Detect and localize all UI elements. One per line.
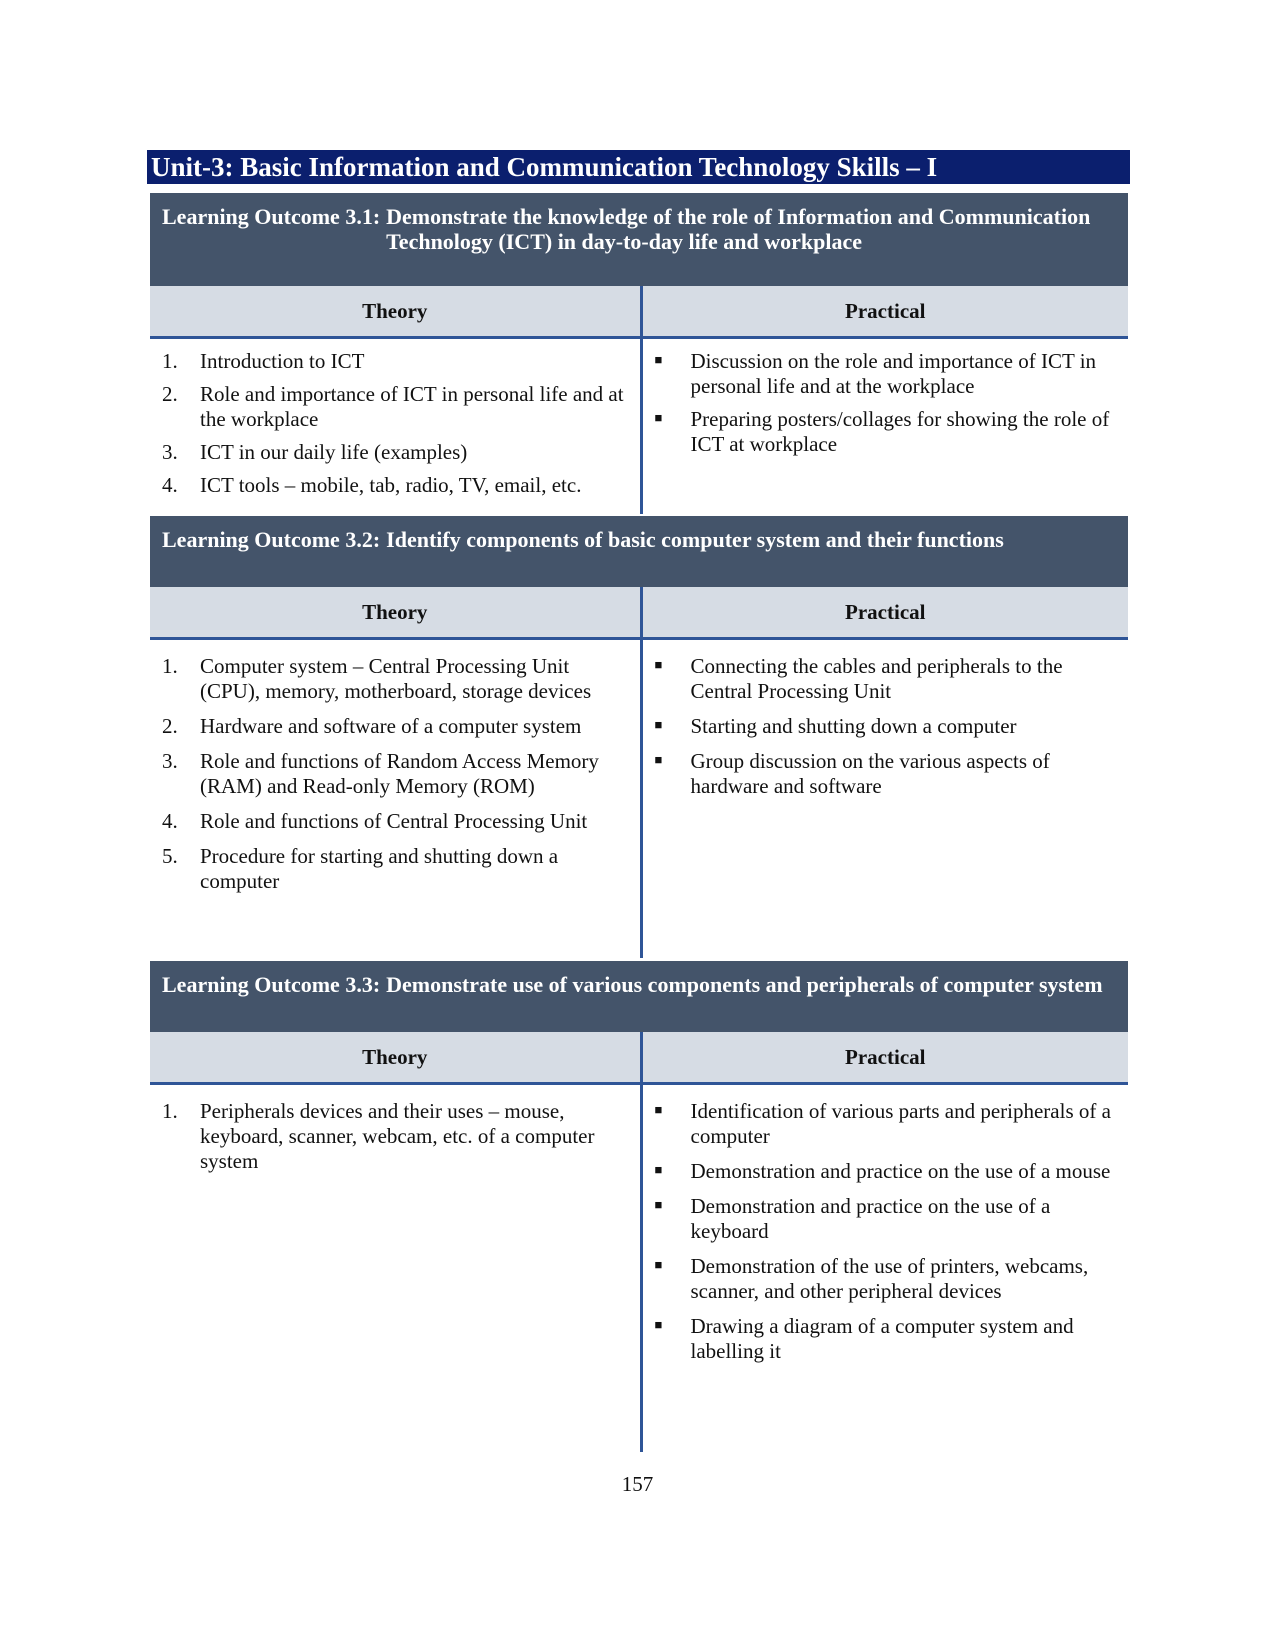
- list-item: 2. Hardware and software of a computer system: [162, 714, 582, 738]
- theory-column: [150, 1084, 641, 1453]
- list-item: 2. Role and importance of ICT in personal life and at the workplace: [162, 382, 624, 431]
- theory-header: Theory: [150, 1032, 641, 1084]
- list-item: ■ Preparing posters/collages for showing the role of ICT at workplace: [654, 407, 1110, 456]
- list-item: ■ Group discussion on the various aspects of hardware and software: [654, 749, 1050, 798]
- square-bullet-icon: ■: [654, 752, 663, 767]
- square-bullet-icon: ■: [654, 657, 663, 672]
- square-bullet-icon: ■: [654, 1257, 663, 1272]
- practical-header: Practical: [641, 1032, 1128, 1084]
- theory-column: [150, 639, 641, 959]
- theory-header: Theory: [150, 286, 641, 338]
- square-bullet-icon: ■: [654, 717, 663, 732]
- list-item: 1. Computer system – Central Processing Unit (CPU), memory, motherboard, storage devices: [162, 654, 592, 703]
- outcome-header: [150, 961, 1128, 1032]
- square-bullet-icon: ■: [654, 352, 663, 367]
- list-item: 1. Introduction to ICT: [162, 349, 365, 373]
- outcome-description: Demonstrate use of various components and peripherals of computer system: [386, 972, 1103, 997]
- list-item: ■ Demonstration and practice on the use of a keyboard: [654, 1194, 1051, 1243]
- outcome-description: Demonstrate the knowledge of the role of Information and Communication Technology (ICT) in day-to-day life and workplace: [386, 204, 1091, 254]
- square-bullet-icon: ■: [654, 1317, 663, 1332]
- learning-outcome-3-3-table: [150, 961, 1128, 1452]
- list-item: ■ Identification of various parts and peripherals of a computer: [654, 1099, 1111, 1148]
- list-item: 4. Role and functions of Central Processing Unit: [162, 809, 588, 833]
- outcome-header: [150, 193, 1128, 286]
- square-bullet-icon: ■: [654, 1197, 663, 1212]
- square-bullet-icon: ■: [654, 1102, 663, 1117]
- outcome-label: Learning Outcome 3.1:: [162, 204, 381, 229]
- outcome-description: Identify components of basic computer system and their functions: [386, 527, 1004, 552]
- list-item: ■ Drawing a diagram of a computer system and labelling it: [654, 1314, 1074, 1363]
- practical-column: [641, 1084, 1128, 1453]
- list-item: ■ Connecting the cables and peripherals to the Central Processing Unit: [654, 654, 1063, 703]
- theory-column: [150, 338, 641, 515]
- list-item: 1. Peripherals devices and their uses – mouse, keyboard, scanner, webcam, etc. of a computer system: [162, 1099, 595, 1173]
- list-item: ■ Demonstration of the use of printers, webcams, scanner, and other peripheral devices: [654, 1254, 1089, 1303]
- outcome-label: Learning Outcome 3.3:: [162, 972, 381, 997]
- square-bullet-icon: ■: [654, 1162, 663, 1177]
- learning-outcome-3-1-table: [150, 193, 1128, 514]
- page-number: 157: [621, 1472, 654, 1496]
- learning-outcome-3-2-table: [150, 516, 1128, 958]
- practical-column: [641, 639, 1128, 959]
- list-item: 4. ICT tools – mobile, tab, radio, TV, email, etc.: [162, 473, 582, 497]
- list-item: ■ Demonstration and practice on the use of a mouse: [654, 1159, 1111, 1183]
- practical-header: Practical: [641, 587, 1128, 639]
- outcome-label: Learning Outcome 3.2:: [162, 527, 381, 552]
- list-item: 3. Role and functions of Random Access Memory (RAM) and Read-only Memory (ROM): [162, 749, 599, 798]
- practical-column: [641, 338, 1128, 515]
- theory-header: Theory: [150, 587, 641, 639]
- unit-title: Unit-3: Basic Information and Communication Technology Skills – I: [147, 150, 1130, 184]
- square-bullet-icon: ■: [654, 410, 663, 425]
- list-item: 5. Procedure for starting and shutting down a computer: [162, 844, 559, 893]
- list-item: 3. ICT in our daily life (examples): [162, 440, 468, 464]
- outcome-header: [150, 516, 1128, 587]
- list-item: ■ Starting and shutting down a computer: [654, 714, 1017, 738]
- list-item: ■ Discussion on the role and importance of ICT in personal life and at the workplace: [654, 349, 1097, 398]
- practical-header: Practical: [641, 286, 1128, 338]
